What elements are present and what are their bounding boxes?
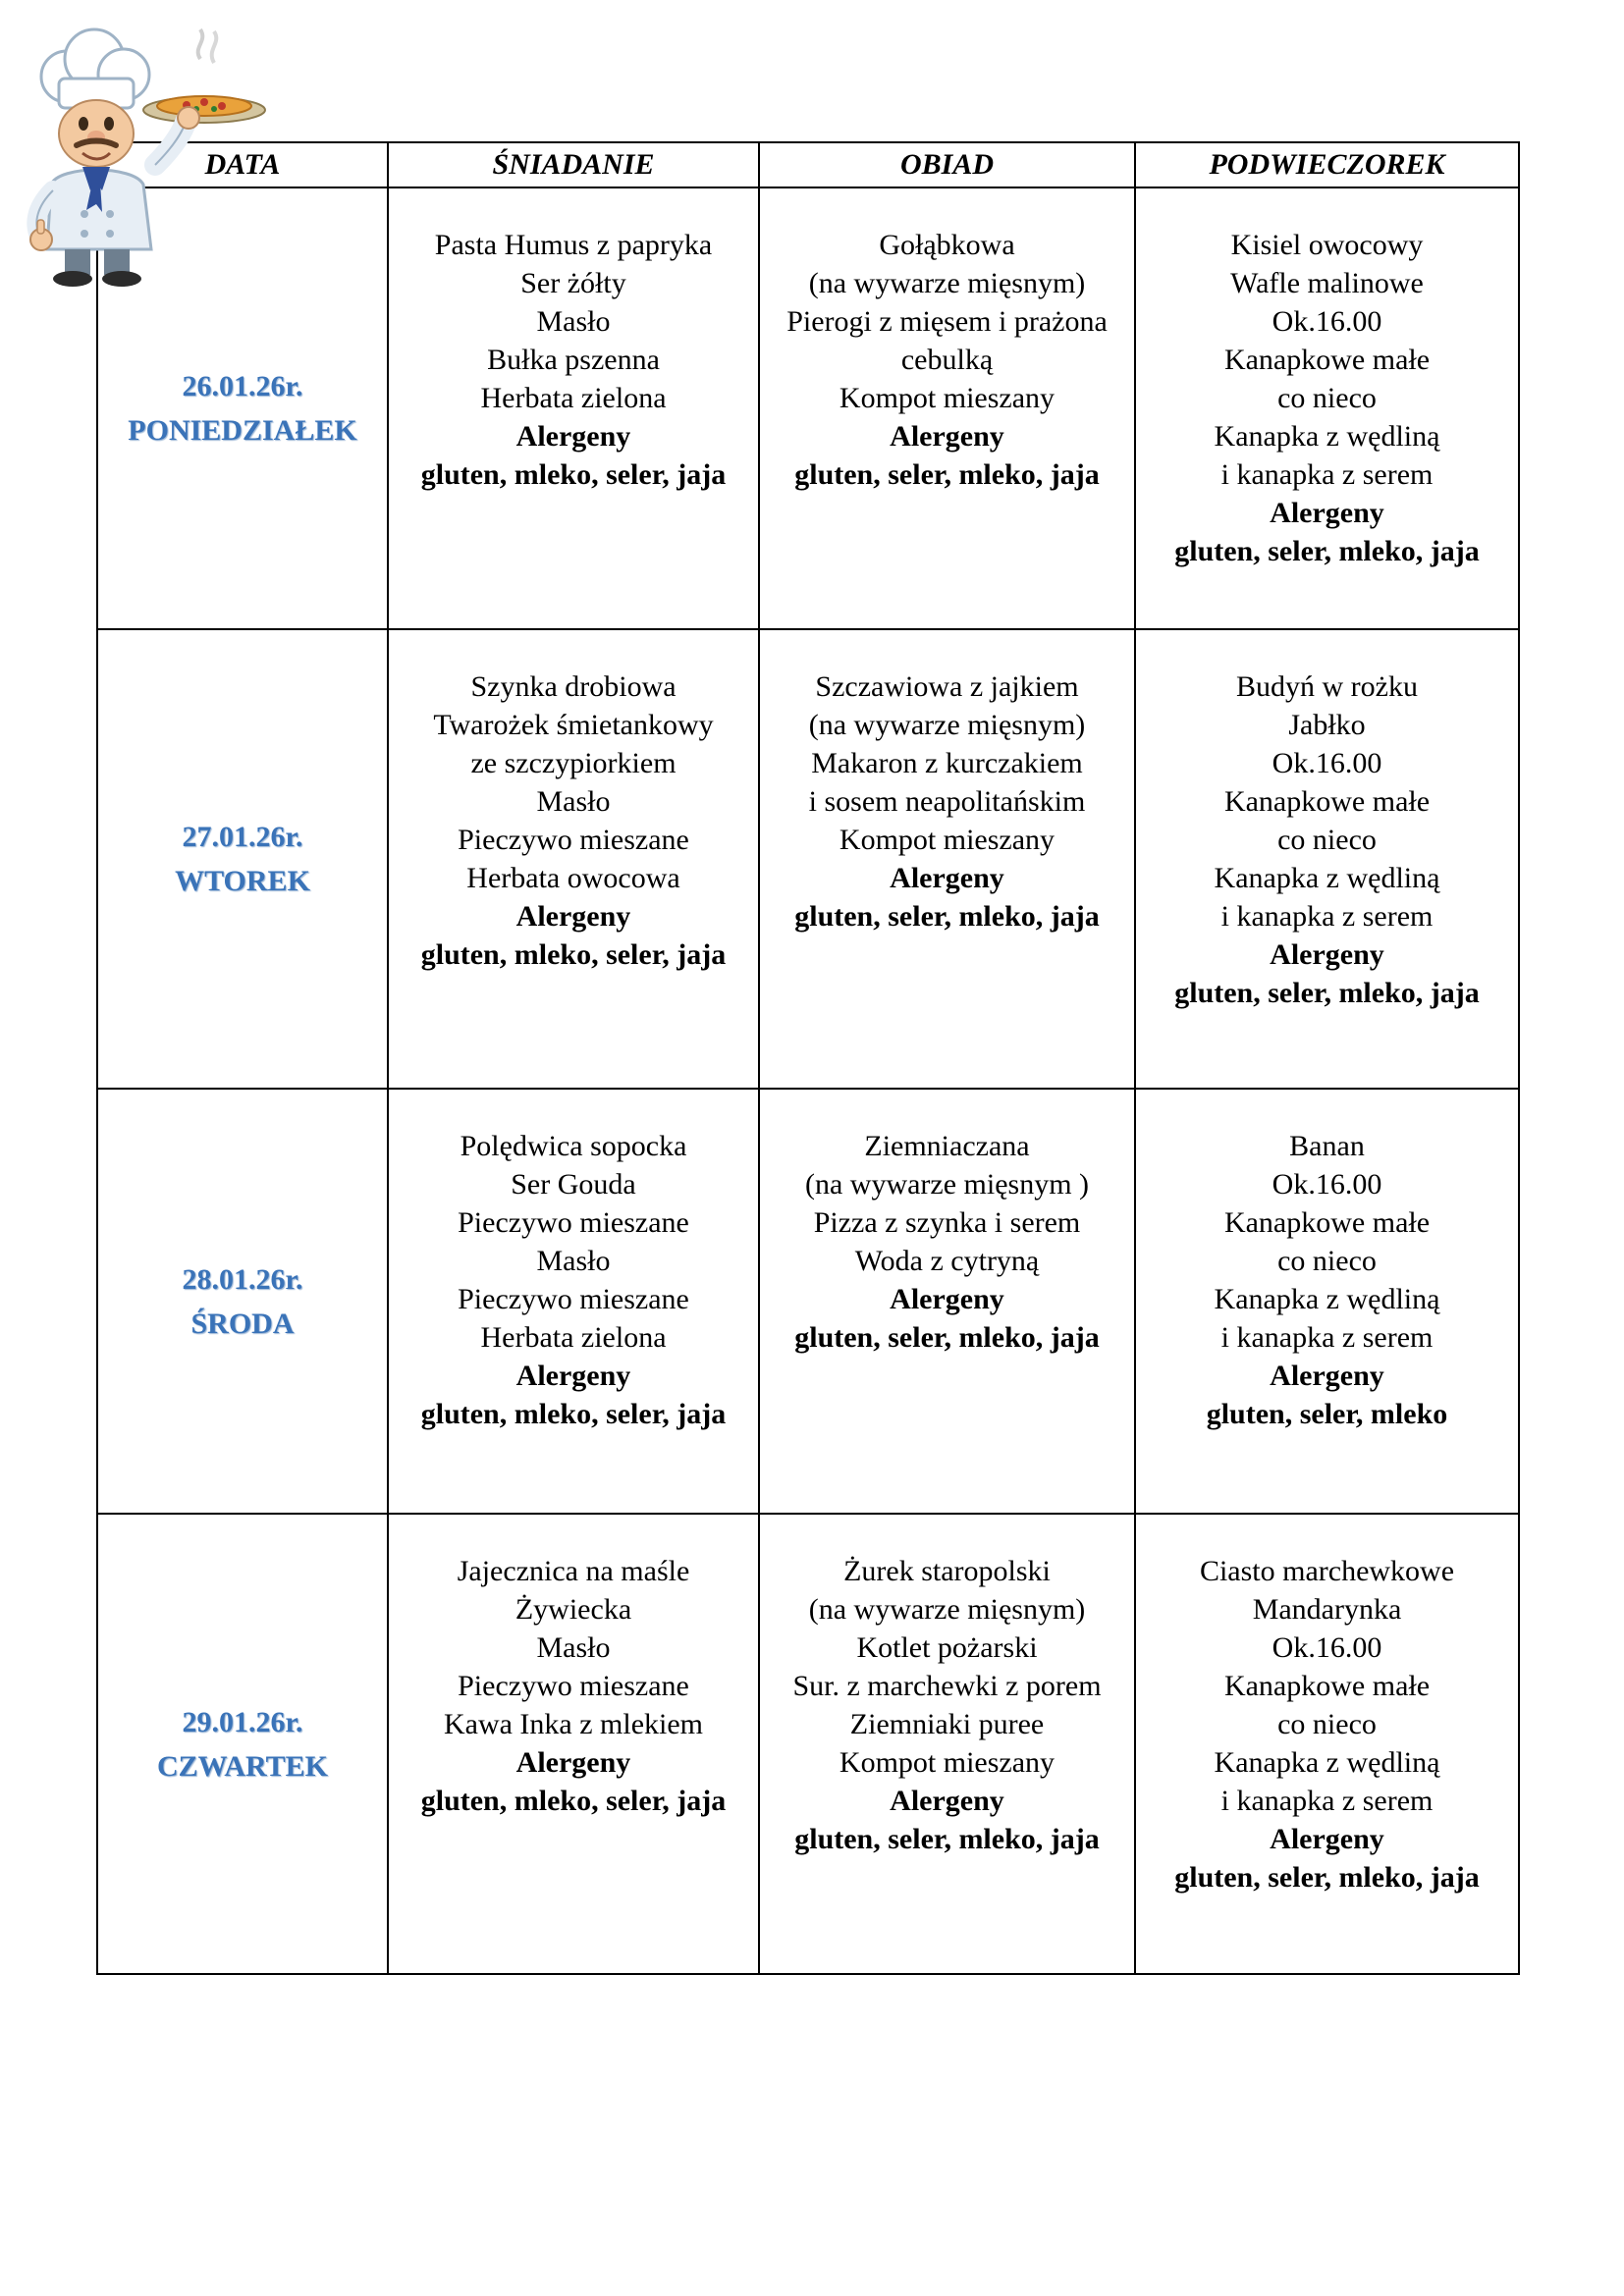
table-row (97, 1089, 1519, 1514)
date-cell (97, 1514, 388, 1974)
menu-item: Banan (1289, 1130, 1365, 1162)
allergen-list: gluten, mleko, seler, jaja (420, 938, 727, 971)
menu-item: Budyń w rożku (1236, 670, 1418, 703)
header-breakfast: ŚNIADANIE (388, 142, 759, 187)
day-weekday: ŚRODA (190, 1307, 295, 1340)
menu-item: Kawa Inka z mlekiem (443, 1708, 704, 1740)
breakfast-cell (388, 1089, 759, 1514)
menu-item: Kanapka z wędliną (1214, 420, 1440, 453)
menu-item: co nieco (1277, 1245, 1377, 1277)
header-date: DATA (97, 142, 388, 187)
allergen-list: gluten, seler, mleko, jaja (794, 900, 1100, 933)
menu-item: Kotlet pożarski (856, 1631, 1038, 1664)
day-date: 27.01.26r. (182, 821, 303, 853)
allergen-list: gluten, seler, mleko (1206, 1398, 1448, 1430)
allergen-label: Alergeny (890, 1283, 1004, 1315)
breakfast-cell (388, 1514, 759, 1974)
header-row (97, 142, 1519, 187)
menu-item: Żurek staropolski (843, 1555, 1051, 1587)
allergen-list: gluten, mleko, seler, jaja (420, 1398, 727, 1430)
menu-item: Ser żółty (520, 267, 626, 299)
menu-item: Pasta Humus z papryka (434, 229, 713, 261)
menu-item: (na wywarze mięsnym ) (804, 1168, 1090, 1201)
allergen-label: Alergeny (1270, 938, 1384, 971)
menu-item: Masło (536, 305, 611, 338)
allergen-list: gluten, mleko, seler, jaja (420, 458, 727, 491)
menu-item: ze szczypiorkiem (470, 747, 677, 779)
header-lunch: OBIAD (759, 142, 1135, 187)
menu-item: Żywiecka (514, 1593, 632, 1626)
menu-item: Pieczywo mieszane (458, 824, 689, 856)
menu-item: Kanapka z wędliną (1214, 862, 1440, 894)
menu-item: Kanapkowe małe (1223, 785, 1431, 818)
menu-item: (na wywarze mięsnym) (808, 709, 1086, 741)
menu-item: Masło (536, 785, 611, 818)
allergen-label: Alergeny (515, 420, 631, 453)
allergen-label: Alergeny (515, 1746, 631, 1779)
day-weekday: CZWARTEK (157, 1749, 328, 1783)
day-weekday: PONIEDZIAŁEK (128, 414, 357, 447)
menu-item: Kompot mieszany (839, 382, 1056, 414)
menu-item: Herbata zielona (480, 382, 667, 414)
menu-item: Ser Gouda (511, 1168, 636, 1201)
breakfast-cell (388, 629, 759, 1089)
allergen-list: gluten, seler, mleko, jaja (794, 458, 1100, 491)
menu-item: Polędwica sopocka (460, 1130, 687, 1162)
menu-item: Sur. z marchewki z porem (792, 1670, 1102, 1702)
day-date: 26.01.26r. (182, 370, 303, 402)
day-date: 28.01.26r. (182, 1262, 303, 1296)
table-row (97, 629, 1519, 1089)
breakfast-cell (388, 187, 759, 629)
menu-item: Pizza z szynka i serem (813, 1206, 1081, 1239)
menu-item: Kanapkowe małe (1223, 1206, 1431, 1239)
menu-item: co nieco (1277, 382, 1377, 414)
allergen-label: Alergeny (1270, 1360, 1384, 1392)
menu-item: Pieczywo mieszane (458, 1283, 689, 1315)
snack-cell (1135, 629, 1519, 1089)
menu-item: i kanapka z serem (1220, 1785, 1434, 1817)
menu-item: Ziemniaki puree (849, 1708, 1045, 1740)
day-date: 29.01.26r. (182, 1705, 303, 1738)
menu-item: Ziemniaczana (864, 1130, 1030, 1162)
table-row (97, 187, 1519, 629)
menu-item: Kanapkowe małe (1223, 344, 1431, 376)
allergen-label: Alergeny (515, 1360, 631, 1392)
lunch-cell (759, 1089, 1135, 1514)
lunch-cell (759, 629, 1135, 1089)
lunch-cell (759, 187, 1135, 629)
menu-item: Kompot mieszany (839, 824, 1056, 856)
allergen-list: gluten, seler, mleko, jaja (1174, 1861, 1480, 1894)
menu-item: Twarożek śmietankowy (433, 709, 714, 741)
menu-item: cebulką (900, 344, 994, 376)
menu-item: i kanapka z serem (1220, 1321, 1434, 1354)
allergen-label: Alergeny (890, 420, 1004, 453)
allergen-label: Alergeny (1270, 1823, 1384, 1855)
chef-with-pizza-icon (8, 18, 273, 293)
allergen-label: Alergeny (890, 1785, 1004, 1817)
menu-item: Kanapka z wędliną (1214, 1746, 1440, 1779)
snack-cell (1135, 1089, 1519, 1514)
snack-cell (1135, 187, 1519, 629)
menu-item: Ok.16.00 (1272, 1168, 1382, 1201)
menu-item: Kompot mieszany (839, 1746, 1056, 1779)
menu-item: Jajecznica na maśle (457, 1555, 690, 1587)
menu-item: (na wywarze mięsnym) (808, 267, 1086, 299)
menu-item: Jabłko (1288, 709, 1366, 741)
allergen-label: Alergeny (890, 862, 1004, 894)
menu-item: Makaron z kurczakiem (811, 747, 1083, 779)
menu-item: Kanapka z wędliną (1214, 1283, 1440, 1315)
allergen-label: Alergeny (515, 900, 631, 933)
menu-item: Pierogi z mięsem i prażona (786, 305, 1108, 338)
header-snack: PODWIECZOREK (1135, 142, 1519, 187)
menu-item: Kanapkowe małe (1223, 1670, 1431, 1702)
menu-item: Szczawiowa z jajkiem (815, 670, 1079, 703)
menu-item: Pieczywo mieszane (458, 1206, 689, 1239)
menu-item: Bułka pszenna (487, 344, 660, 376)
menu-table (96, 141, 1520, 1975)
menu-item: i kanapka z serem (1220, 458, 1434, 491)
menu-item: i sosem neapolitańskim (808, 785, 1086, 818)
allergen-label: Alergeny (1270, 497, 1384, 529)
allergen-list: gluten, seler, mleko, jaja (1174, 535, 1480, 567)
menu-item: Ok.16.00 (1272, 305, 1382, 338)
menu-item: Szynka drobiowa (470, 670, 677, 703)
menu-item: Wafle malinowe (1230, 267, 1424, 299)
allergen-list: gluten, seler, mleko, jaja (1174, 977, 1480, 1009)
menu-item: Masło (536, 1245, 611, 1277)
lunch-cell (759, 1514, 1135, 1974)
menu-item: Ciasto marchewkowe (1199, 1555, 1455, 1587)
snack-cell (1135, 1514, 1519, 1974)
date-cell (97, 629, 388, 1089)
table-row (97, 1514, 1519, 1974)
menu-item: Mandarynka (1252, 1593, 1402, 1626)
menu-item: Ok.16.00 (1272, 1631, 1382, 1664)
menu-item: Herbata owocowa (466, 862, 680, 894)
menu-item: Gołąbkowa (879, 229, 1015, 261)
menu-item: (na wywarze mięsnym) (808, 1593, 1086, 1626)
allergen-list: gluten, mleko, seler, jaja (420, 1785, 727, 1817)
menu-item: Kisiel owocowy (1230, 229, 1424, 261)
menu-item: Pieczywo mieszane (458, 1670, 689, 1702)
menu-item: co nieco (1277, 1708, 1377, 1740)
menu-item: Masło (536, 1631, 611, 1664)
menu-item: Ok.16.00 (1272, 747, 1382, 779)
menu-item: i kanapka z serem (1220, 900, 1434, 933)
allergen-list: gluten, seler, mleko, jaja (794, 1823, 1100, 1855)
menu-item: Herbata zielona (480, 1321, 667, 1354)
allergen-list: gluten, seler, mleko, jaja (794, 1321, 1100, 1354)
date-cell (97, 1089, 388, 1514)
menu-item: Woda z cytryną (854, 1245, 1040, 1277)
menu-item: co nieco (1277, 824, 1377, 856)
day-weekday: WTOREK (175, 865, 310, 897)
